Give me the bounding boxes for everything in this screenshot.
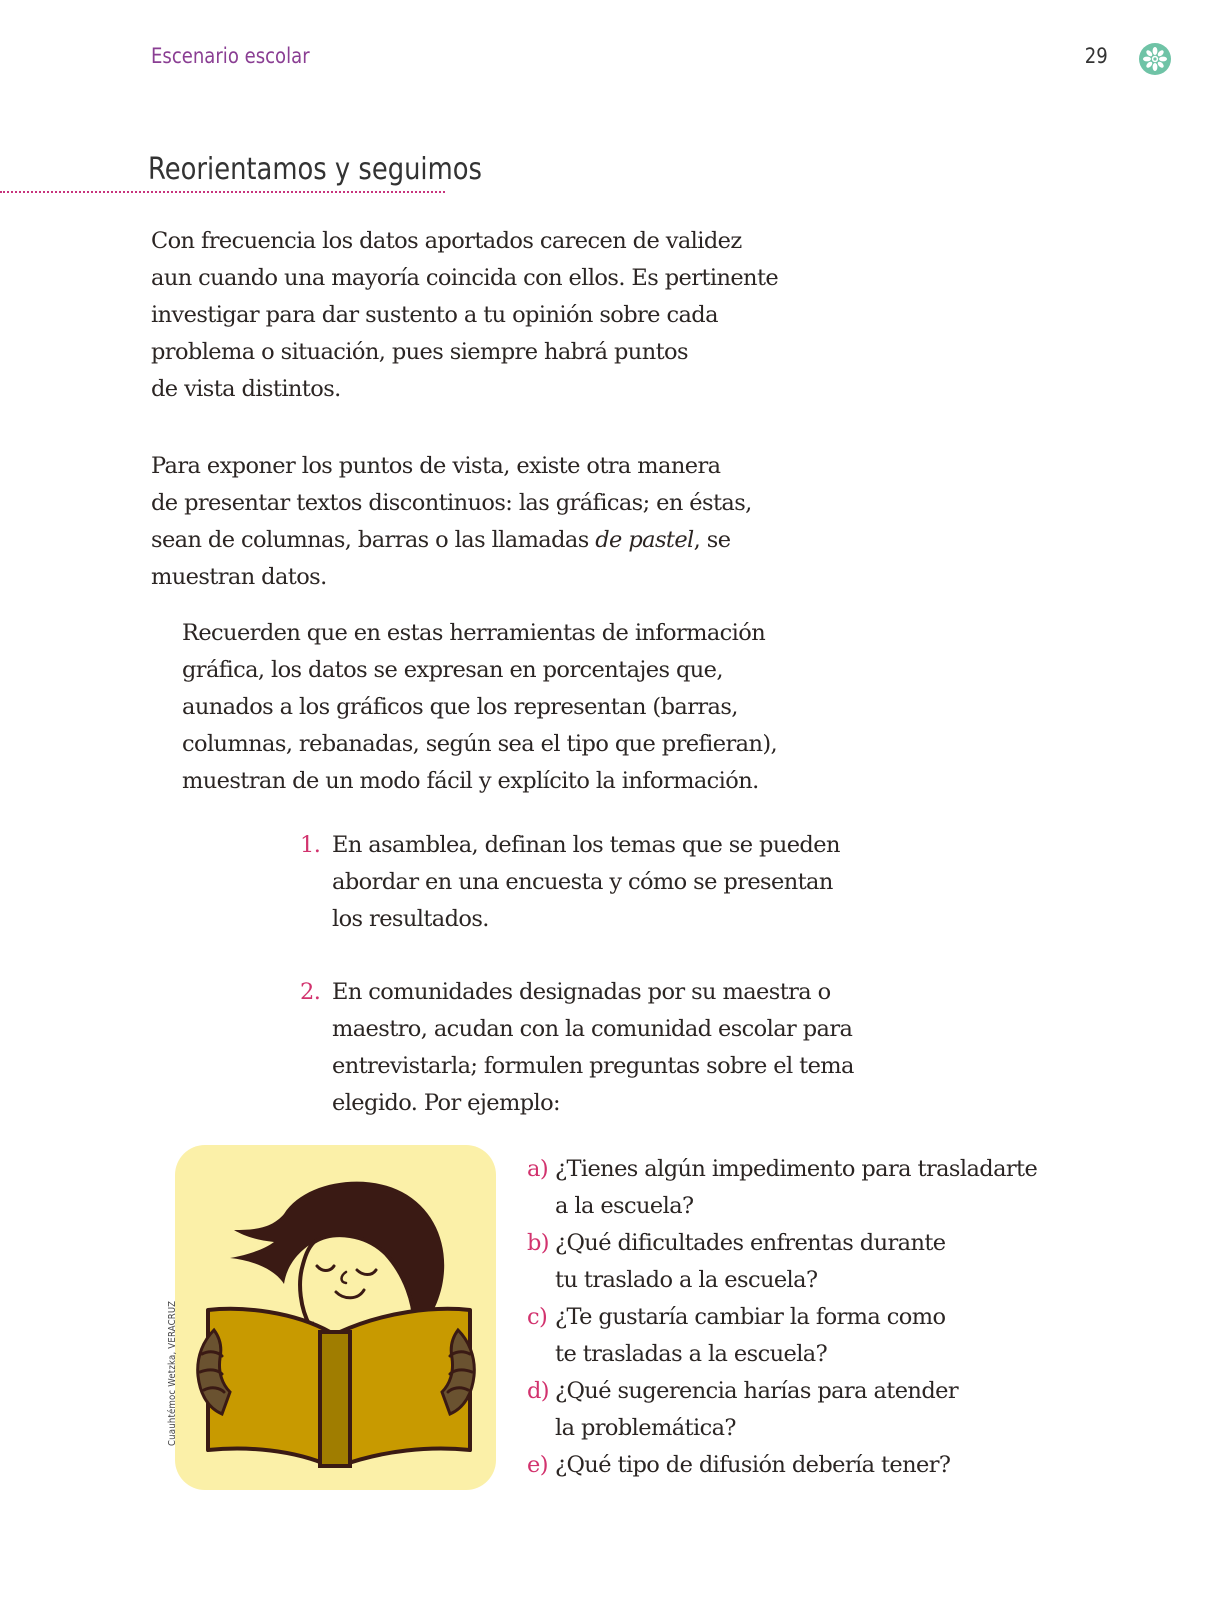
girl-reading-illustration — [174, 1144, 497, 1491]
question-item — [527, 1225, 1187, 1299]
question-item — [527, 1373, 1187, 1447]
example-questions-list — [527, 1151, 1187, 1484]
numbered-item — [300, 827, 860, 938]
question-item — [527, 1151, 1187, 1225]
title-dotted-rule — [0, 191, 445, 193]
question-item — [527, 1299, 1187, 1373]
question-letter: e) — [527, 1452, 548, 1478]
text-line: Con frecuencia los datos aportados carecen de validez — [151, 228, 742, 254]
text-fragment: sean de columnas, barras o las llamadas — [151, 527, 596, 553]
book-spine — [320, 1332, 350, 1466]
item-number: 2. — [300, 979, 321, 1005]
text-line: En asamblea, definan los temas que se pueden — [332, 832, 840, 858]
text-line: ¿Qué sugerencia harías para atender — [555, 1378, 958, 1404]
credit-name: Cuauhtémoc Wetzka, — [167, 1351, 178, 1446]
text-line: muestran datos. — [151, 564, 327, 590]
section-title: Reorientamos y seguimos — [148, 152, 482, 187]
text-line: muestran de un modo fácil y explícito la información. — [182, 768, 759, 794]
text-line: ¿Qué dificultades enfrentas durante — [555, 1230, 946, 1256]
text-line: Para exponer los puntos de vista, existe otra manera — [151, 453, 721, 479]
numbered-item — [300, 974, 860, 1122]
text-fragment: , se — [693, 527, 731, 553]
text-line: columnas, rebanadas, según sea el tipo que prefieran), — [182, 731, 778, 757]
question-letter: b) — [527, 1230, 549, 1256]
text-line: de presentar textos discontinuos: las gráficas; en éstas, — [151, 490, 752, 516]
text-line: aun cuando una mayoría coincida con ellos. Es pertinente — [151, 265, 779, 291]
text-line: ¿Te gustaría cambiar la forma como — [555, 1304, 946, 1330]
question-letter: a) — [527, 1156, 548, 1182]
text-line: ¿Qué tipo de difusión debería tener? — [555, 1452, 951, 1478]
text-line: Recuerden que en estas herramientas de información — [182, 620, 766, 646]
credit-place: VERACRUZ — [167, 1300, 178, 1349]
text-line: aunados a los gráficos que los representan (barras, — [182, 694, 738, 720]
graphs-paragraph — [151, 448, 771, 596]
text-line: los resultados. — [332, 906, 489, 932]
text-line: a la escuela? — [555, 1193, 694, 1219]
text-line: problema o situación, pues siempre habrá puntos — [151, 339, 688, 365]
text-line: maestro, acudan con la comunidad escolar para — [332, 1016, 853, 1042]
text-line: te trasladas a la escuela? — [555, 1341, 828, 1367]
question-letter: d) — [527, 1378, 549, 1404]
item-number: 1. — [300, 832, 321, 858]
text-line: de vista distintos. — [151, 376, 341, 402]
text-line: abordar en una encuesta y cómo se presentan — [332, 869, 833, 895]
text-line: tu traslado a la escuela? — [555, 1267, 818, 1293]
text-line — [151, 522, 771, 559]
text-line: gráfica, los datos se expresan en porcentajes que, — [182, 657, 723, 683]
text-line: la problemática? — [555, 1415, 736, 1441]
reminder-paragraph — [182, 615, 802, 800]
intro-paragraph — [151, 223, 779, 408]
italic-term: de pastel — [595, 527, 694, 553]
running-header: Escenario escolar — [151, 44, 310, 68]
question-item — [527, 1447, 1187, 1484]
illustration-credit — [167, 1301, 178, 1446]
text-line: entrevistarla; formulen preguntas sobre el tema — [332, 1053, 854, 1079]
question-letter: c) — [527, 1304, 548, 1330]
gear-flower-icon — [1138, 42, 1172, 76]
text-line: elegido. Por ejemplo: — [332, 1090, 561, 1116]
text-line: En comunidades designadas por su maestra o — [332, 979, 831, 1005]
text-line: ¿Tienes algún impedimento para trasladarte — [555, 1156, 1038, 1182]
page-number: 29 — [1085, 44, 1108, 68]
text-line: investigar para dar sustento a tu opinión sobre cada — [151, 302, 718, 328]
